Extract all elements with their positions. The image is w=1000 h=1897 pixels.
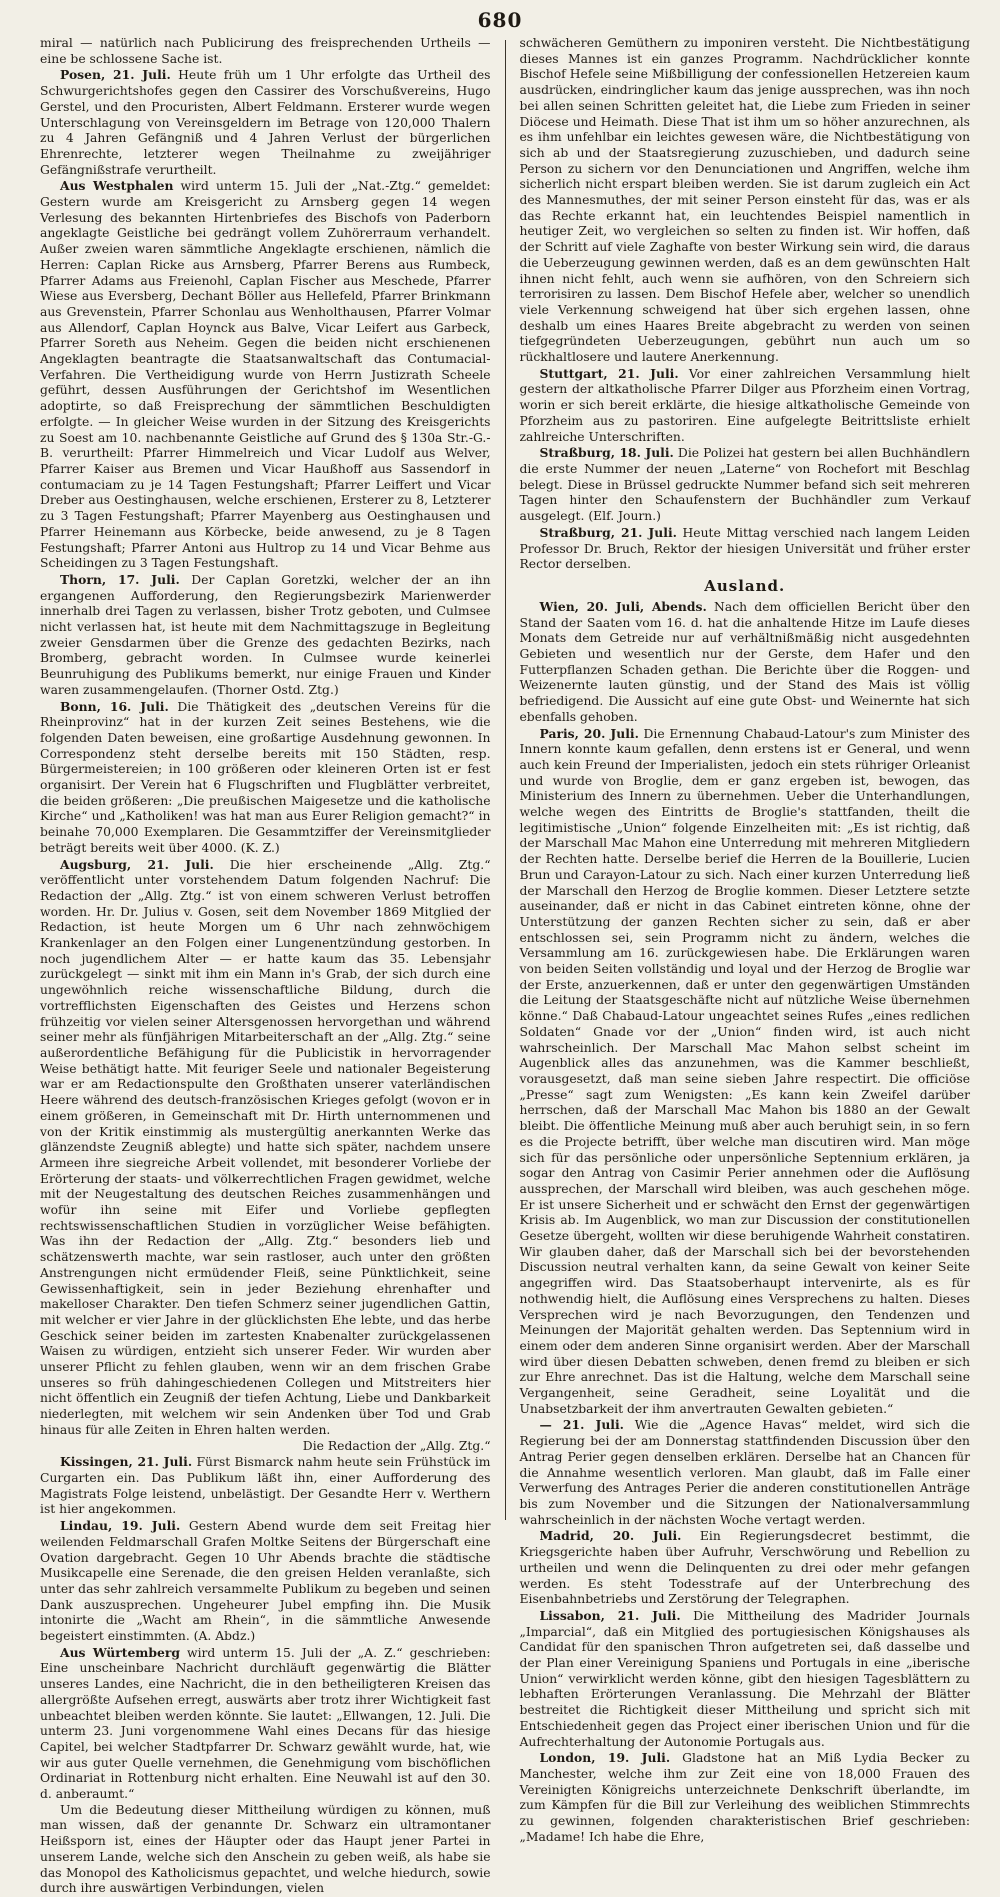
article-paragraph bbox=[40, 1439, 491, 1455]
paragraph-text: Heute Mittag verschied nach langem Leiden Professor Dr. Bruch, Rektor der hiesigen Universität und früher erster Rector derselben. bbox=[519, 525, 971, 572]
column-divider bbox=[505, 40, 506, 1520]
dateline: Thorn, 17. Juli. bbox=[60, 571, 180, 587]
paragraph-text: Gladstone hat an Miß Lydia Becker zu Manchester, welche ihm zur Zeit eine von 18,000 Frauen des Vereinigten Königreichs unterzeichnete Denkschrift überlandte, im zum Kämpfen für die Bill zur Verleihung des weiblichen Stimmrechts zu gewinnen, folgenden charakteristischen Brief geschrieben: „Madame! Ich habe die Ehre, bbox=[519, 1751, 971, 1844]
dateline: Madrid, 20. Juli. bbox=[539, 1528, 682, 1544]
paragraph-text: Die Ernennung Chabaud-Latour's zum Minister des Innern konnte kaum gefallen, denn erstens ist er General, und wenn auch kein Freund der Imperialisten, jedoch ein stets rühriger Orleanist und wurde von Broglie, dem er ganz ergeben ist, bewogen, das Ministerium des Innern zu übernehmen. Ueber die Unterhandlungen, welche wegen des Eintritts de Broglie's stattfanden, theilt die legitimistische „Union“ folgende Einzelheiten mit: „Es ist richtig, daß der Marschall Mac Mahon eine Unterredung mit mehreren Mitgliedern der Rechten hatte. Derselbe berief die Herren de la Bouillerie, Lucien Brun und Carayon-Latour zu sich. Nach einer kurzen Unterredung ließ der Marschall den Herzog de Broglie kommen. Dieser Letztere setzte auseinander, daß er nicht in das Cabinet eintreten könne, ohne der Unterstützung der ganzen Rechten sicher zu sein, daß er aber entschlossen sei, sein Programm nicht zu ändern, welches die Versammlung am 16. zurückgewiesen habe. Die Erklärungen waren von beiden Seiten vollständig und loyal und der Herzog de Broglie war der Erste, anzuerkennen, daß er unter den gegenwärtigen Umständen die Leitung der Staatsgeschäfte nicht auf nützliche Weise übernehmen könne.“ Daß Chabaud-Latour ungeachtet seines Rufes „eines redlichen Soldaten“ Gnade vor der „Union“ finden wird, ist auch nicht wahrscheinlich. Der Marschall Mac Mahon selbst scheint im Augenblick alles das anzunehmen, was die Kammer beschließt, vorausgesetzt, daß man seine sieben Jahre respectirt. Die officiöse „Presse“ sagt zum Wenigsten: „Es kann kein Zweifel darüber herrschen, daß der Marschall Mac Mahon bis 1880 an der Gewalt bleibt. Die öffentliche Meinung muß aber auch beruhigt sein, in so fern es die Projecte betrifft, über welche man discutiren wird. Man möge sich für das persönliche oder unpersönliche Septennium erklären, ja sogar den Antrag von Casimir Perier annehmen oder die Auflösung aussprechen, der Marschall wird bleiben, was auch geschehen möge. Er ist unsere Sicherheit und er schwächt den Ernst der gegenwärtigen Krisis ab. Im Augenblick, wo man zur Discussion der constitutionellen Gesetze übergeht, wollten wir diese beruhigende Wahrheit constatiren. Wir glauben daher, daß der Marschall sich bei der bevorstehenden Discussion neutral verhalten kann, da seine Gewalt von keiner Seite angegriffen wird. Das Staatsoberhaupt intervenirte, als es für nothwendig hielt, die Auflösung eines Versprechens zu halten. Dieses Versprechen wird je nach Bevorzugungen, den Tendenzen und Meinungen der Majorität gehalten werden. Das Septennium wird in einem oder dem anderen Sinne organisirt werden. Aber der Marschall wird über diesen Debatten schweben, denen fremd zu bleiben er sich zur Ehre anrechnet. Das ist die Haltung, welche dem Marschall seine Vergangenheit, seine Geradheit, seine Loyalität und die Unabsetzbarkeit der ihm anvertrauten Gewalten gebieten.“ bbox=[519, 726, 971, 1416]
paragraph-text: Wie die „Agence Havas“ meldet, wird sich die Regierung bei der am Donnerstag stattfindenden Discussion über den Antrag Perier gegen denselben erklären. Derselbe hat an Chancen für die Annahme wesentlich verloren. Man glaubt, daß im Falle einer Verwerfung des Antrages Perier die anderen constitutionellen Anträge bis zum November und die Sitzungen der Nationalversammlung wahrscheinlich in der nächsten Woche vertagt werden. bbox=[519, 1418, 971, 1527]
article-paragraph bbox=[520, 525, 971, 573]
paragraph-text: Gestern Abend wurde dem seit Freitag hier weilenden Feldmarschall Grafen Moltke Seitens der Bürgerschaft eine Ovation dargebracht. Gegen 10 Uhr Abends brachte die städtische Musikcapelle eine Serenade, die den greisen Helden veranlaßte, sich unter das sehr zahlreich versammelte Publikum zu begeben und seinen Dank auszusprechen. Ungeheurer Jubel empfing ihn. Die Musik intonirte die „Wacht am Rhein“, in die sämmtliche Anwesende begeistert einstimmten. (A. Abdz.) bbox=[40, 1519, 491, 1644]
article-paragraph bbox=[40, 1803, 491, 1897]
article-paragraph bbox=[40, 699, 491, 857]
dateline: Kissingen, 21. Juli. bbox=[60, 1454, 193, 1470]
dateline: — 21. Juli. bbox=[539, 1417, 624, 1433]
paragraph-text: Vor einer zahlreichen Versammlung hielt gestern der altkatholische Pfarrer Dilger aus Pforzheim einen Vortrag, worin er sich bereit erklärte, die hiesige altkatholische Gemeinde von Pforzheim aus zu pastoriren. Eine aufgelegte Beitrittsliste erhielt zahlreiche Unterschriften. bbox=[519, 366, 971, 444]
article-paragraph bbox=[40, 1454, 491, 1518]
dateline: Bonn, 16. Juli. bbox=[60, 698, 169, 714]
dateline: Wien, 20. Juli, Abends. bbox=[539, 598, 707, 614]
columns bbox=[40, 36, 971, 1896]
paragraph-text: miral — natürlich nach Publicirung des freisprechenden Urtheils — eine be schlossene Sache ist. bbox=[40, 36, 491, 66]
article-paragraph bbox=[40, 857, 491, 1439]
paragraph-text: Heute früh um 1 Uhr erfolgte das Urtheil des Schwurgerichtshofes gegen den Cassirer des Vorschußvereins, Hugo Gerstel, und den Procuristen, Albert Feldmann. Ersterer wurde wegen Unterschlagung von Vereinsgeldern im Betrage von 120,000 Thalern zu 4 Jahren Gefängniß und 4 Jahren Verlust der bürgerlichen Ehrenrechte, letzterer wegen Theilnahme zu zweijähriger Gefängnißstrafe verurtheilt. bbox=[40, 68, 491, 177]
paragraph-text: wird unterm 15. Juli der „A. Z.“ geschrieben: Eine unscheinbare Nachricht durchläuft gegenwärtig die Blätter unseres Landes, eine Nachricht, die in den betheiligteren Kreisen das allergrößte Aufsehen erregt, auswärts aber trotz ihrer Wichtigkeit fast unbeachtet bleiben werden könnte. Sie lautet: „Ellwangen, 12. Juli. Die unterm 23. Juni vorgenommene Wahl eines Decans für das hiesige Capitel, bei welcher Stadtpfarrer Dr. Schwarz gewählt wurde, hat, wie wir aus guter Quelle vernehmen, die Genehmigung vom bischöflichen Ordinariat in Rottenburg nicht erhalten. Eine Neuwahl ist auf den 30. d. anberaumt.“ bbox=[40, 1645, 491, 1802]
page-number: 680 bbox=[477, 8, 523, 32]
dateline: Straßburg, 18. Juli. bbox=[539, 445, 674, 461]
article-paragraph bbox=[520, 366, 971, 446]
article-paragraph bbox=[40, 67, 491, 178]
dateline: Augsburg, 21. Juli. bbox=[60, 856, 214, 872]
article-paragraph bbox=[520, 1528, 971, 1608]
dateline: Paris, 20. Juli. bbox=[539, 725, 639, 741]
article-paragraph bbox=[520, 1608, 971, 1750]
paragraph-text: wird unterm 15. Juli der „Nat.-Ztg.“ gemeldet: Gestern wurde am Kreisgericht zu Arnsberg gegen 14 wegen Verlesung des bekannten Hirtenbriefes des Bischofs von Paderborn angeklagte Geistliche bei gedrängt vollem Zuhörerraum verhandelt. Außer zweien waren sämmtliche Angeklagte erschienen, nämlich die Herren: Caplan Ricke aus Arnsberg, Pfarrer Berens aus Rumbeck, Pfarrer Adams aus Freienohl, Caplan Fischer aus Meschede, Pfarrer Wiese aus Eversberg, Dechant Böller aus Hellefeld, Pfarrer Brinkmann aus Grevenstein, Pfarrer Schonlau aus Wenholthausen, Pfarrer Volmar aus Allendorf, Caplan Hoynck aus Balve, Vicar Leifert aus Garbeck, Pfarrer Soreth aus Neheim. Gegen die beiden nicht erschienenen Angeklagten beantragte die Staatsanwaltschaft das Contumacial-Verfahren. Die Vertheidigung wurde von Herrn Justizrath Scheele geführt, dessen Ausführungen der Gerichtshof im Wesentlichen adoptirte, so daß Freisprechung der sämmtlichen Beschuldigten erfolgte. — In gleicher Weise wurden in der Sitzung des Kreisgerichts zu Soest am 10. nachbenannte Geistliche auf Grund des § 130a Str.-G.-B. verurtheilt: Pfarrer Himmelreich und Vicar Ludolf aus Welver, Pfarrer Kaiser aus Bremen und Vicar Haußhoff aus Sassendorf in contumaciam zu je 14 Tagen Festungshaft; Pfarrer Leiffert und Vicar Dreber aus Oestinghausen, welche erschienen, Ersterer zu 8, Letzterer zu 3 Tagen Festungshaft; Pfarrer Mayenberg aus Oestinghausen und Pfarrer Heinemann aus Körbecke, beide anwesend, zu je 8 Tagen Festungshaft; Pfarrer Antoni aus Hultrop zu 14 und Vicar Behme aus Scheidingen zu 3 Tagen Festungshaft. bbox=[40, 179, 491, 571]
paragraph-text: Die Polizei hat gestern bei allen Buchhändlern die erste Nummer der neuen „Laterne“ von Rochefort mit Beschlag belegt. Diese in Brüssel gedruckte Nummer befand sich seit mehreren Tagen hinter den Schaufenstern der Buchhändler zum Verkauf ausgelegt. (Elf. Journ.) bbox=[519, 446, 971, 524]
paragraph-text: Die hier erscheinende „Allg. Ztg.“ veröffentlicht unter vorstehendem Datum folgenden Nachruf: Die Redaction der „Allg. Ztg.“ ist von einem schweren Verlust betroffen worden. Hr. Dr. Julius v. Gosen, seit dem November 1869 Mitglied der Redaction, ist heute Morgen um 6 Uhr nach zehnwöchigem Krankenlager an den Folgen einer Lungenentzündung gestorben. In noch jugendlichem Alter — er hatte kaum das 35. Lebensjahr zurückgelegt — sinkt mit ihm ein Mann in's Grab, der sich durch eine ungewöhnlich reiche wissenschaftliche Bildung, durch die vortrefflichsten Eigenschaften des Geistes und Herzens schon frühzeitig vor vielen seiner Altersgenossen hervorgethan und während seiner mehr als fünfjährigen Mitarbeiterschaft an der „Allg. Ztg.“ seine außerordentliche Befähigung für die Publicistik in hervorragender Weise bethätigt hatte. Mit feuriger Seele und nationaler Begeisterung war er am Redactionspulte den Großthaten unserer vaterländischen Heere während des deutsch-französischen Krieges gefolgt (wovon er in einem größeren, in Gemeinschaft mit Dr. Hirth unternommenen und von der Kritik einstimmig als mustergültig anerkannten Werke das glänzendste Zeugniß ablegte) und hatte sich später, nachdem unsere Armeen ihre siegreiche Arbeit vollendet, mit besonderer Vorliebe der Erörterung der staats- und völkerrechtlichen Fragen gewidmet, welche mit der Neugestaltung des deutschen Reiches zusammenhängen und wofür ihn seine mit Eifer und Vorliebe gepflegten rechtswissenschaftlichen Studien in vorzüglicher Weise befähigten. Was ihn der Redaction der „Allg. Ztg.“ besonders lieb und schätzenswerth machte, war sein rastloser, auch unter den größten Anstrengungen nicht ermüdender Fleiß, seine Pünktlichkeit, seine Gewissenhaftigkeit, sein in jeder Beziehung ehrenhafter und makelloser Charakter. Den tiefen Schmerz seiner jugendlichen Gattin, mit welcher er vier Jahre in der glücklichsten Ehe lebte, und das herbe Geschick seiner beiden im zartesten Knabenalter zurückgelassenen Waisen zu würdigen, entzieht sich unserer Feder. Wir wurden aber unserer Pflicht zu fehlen glauben, wenn wir an dem frischen Grabe unseres so früh dahingeschiedenen Collegen und Mitstreiters hier nicht öffentlich ein Zeugniß der tiefen Achtung, Liebe und Dankbarkeit niederlegten, mit welchem wir sein Andenken über Tod und Grab hinaus für alle Zeiten in Ehren halten werden. bbox=[40, 857, 491, 1437]
dateline: Stuttgart, 21. Juli. bbox=[539, 365, 679, 381]
article-paragraph bbox=[40, 1645, 491, 1803]
paragraph-text: Der Caplan Goretzki, welcher der an ihn ergangenen Aufforderung, den Regierungsbezirk Marienwerder innerhalb drei Tagen zu verlassen, bisher Trotz geboten, und Culmsee nicht verlassen hat, ist heute mit dem Nachmittagszuge in Begleitung zweier Gensdarmen über die Grenze des gedachten Bezirks, nach Bromberg, gebracht worden. In Culmsee wurde keinerlei Beunruhigung des Publikums bemerkt, nur einige Frauen und Kinder waren zusammengelaufen. (Thorner Ostd. Ztg.) bbox=[40, 572, 491, 697]
paragraph-text: Um die Bedeutung dieser Mittheilung würdigen zu können, muß man wissen, daß der genannte Dr. Schwarz ein ultramontaner Heißsporn ist, eines der Häupter oder das Haupt jener Partei in unserem Lande, welche sich den Anschein zu geben weiß, als habe sie das Monopol des Katholicismus gepachtet, und welche hiedurch, sowie durch ihre auswärtigen Verbindungen, vielen bbox=[40, 1802, 491, 1896]
article-paragraph bbox=[40, 572, 491, 699]
dateline: Aus Westphalen bbox=[60, 178, 174, 194]
article-paragraph bbox=[520, 726, 971, 1418]
dateline: Posen, 21. Juli. bbox=[60, 67, 171, 83]
article-paragraph bbox=[520, 1750, 971, 1845]
dateline: Aus Würtemberg bbox=[60, 1644, 180, 1660]
paragraph-text: Die Redaction der „Allg. Ztg.“ bbox=[302, 1438, 491, 1453]
dateline: Straßburg, 21. Juli. bbox=[539, 524, 677, 540]
article-paragraph bbox=[520, 445, 971, 525]
article-paragraph bbox=[520, 1417, 971, 1528]
article-paragraph bbox=[40, 178, 491, 572]
right-column bbox=[519, 36, 971, 1844]
inland-news-continued bbox=[520, 36, 971, 573]
paragraph-text: Fürst Bismarck nahm heute sein Frühstück im Curgarten ein. Das Publikum läßt ihn, einer Aufforderung des Magistrats Folge leistend, unbelästigt. Der Gesandte Herr v. Werthern ist hier angekommen. bbox=[40, 1455, 491, 1517]
dateline: Lindau, 19. Juli. bbox=[60, 1518, 181, 1534]
paragraph-text: schwächeren Gemüthern zu imponiren versteht. Die Nichtbestätigung dieses Mannes ist ein ganzes Programm. Nachdrücklicher konnte Bischof Hefele seine Mißbilligung der confessionellen Hetzereien kaum ausdrücken, eindringlicher kaum das jenige aussprechen, was ihn noch bei allen seinen Schritten geleitet hat, die Liebe zum Frieden in seiner Diöcese und Heimath. Diese That ist ihm um so höher anzurechnen, als es ihm unfehlbar ein leichtes gewesen wäre, die Nichtbestätigung von sich ab und der Staatsregierung zuzuschieben, und dadurch seine Person zu sichern vor den Denunciationen und Angriffen, welche ihm sicherlich nicht erspart bleiben werden. Sie ist darum zugleich ein Act des Mannesmuthes, der mit seiner Person einsteht für das, was er als das Rechte erkannt hat, ein leuchtendes Beispiel namentlich in heutiger Zeit, wo vergleichen so selten zu finden ist. Wir hoffen, daß der Schritt auf viele Zaghafte von bester Wirkung sein wird, die daraus die Ueberzeugung gewinnen werden, daß es an dem gewünschten Halt ihnen nicht fehlt, auch wenn sie aufhören, von den Schreiern sich terrorisiren zu lassen. Dem Bischof Hefele aber, welcher so unendlich viele Verkennung schweigend hat über sich ergehen lassen, ohne deshalb um eines Haares Breite abgebracht zu werden von seinen tiefgegründeten Ueberzeugungen, gebührt nun auch um so rückhaltlosere und lautere Anerkennung. bbox=[519, 36, 971, 365]
dateline: Lissabon, 21. Juli. bbox=[539, 1607, 681, 1623]
article-paragraph bbox=[40, 36, 491, 67]
paragraph-text: Nach dem officiellen Bericht über den Stand der Saaten vom 16. d. hat die anhaltende Hitze im Laufe dieses Monats dem Getreide nur auf verhältnißmäßig nicht ausgedehnten Gebieten und wesentlich nur der Gerste, dem Hafer und den Futterpflanzen Schaden gethan. Die Berichte über die Roggen- und Weizenernte lauten günstig, und der Stand des Mais ist völlig befriedigend. Die Aussicht auf eine gute Obst- und Weinernte hat sich ebenfalls gehoben. bbox=[519, 599, 971, 724]
paragraph-text: Die Thätigkeit des „deutschen Vereins für die Rheinprovinz“ hat in der kurzen Zeit seines Bestehens, wie die folgenden Daten beweisen, eine großartige Ausdehnung gewonnen. In Correspondenz steht derselbe bereits mit 150 Städten, resp. Bürgermeistereien; in 100 größeren oder kleineren Orten ist er fest organisirt. Der Verein hat 6 Flugschriften und Flugblätter verbreitet, die beiden größeren: „Die preußischen Maigesetze und die katholische Kirche“ und „Katholiken! was hat man aus Eurer Religion gemacht?“ in beinahe 70,000 Exemplaren. Die Gesammtziffer der Vereinsmitglieder beträgt bereits weit über 4000. (K. Z.) bbox=[40, 699, 491, 855]
paragraph-text: Die Mittheilung des Madrider Journals „Imparcial“, daß ein Mitglied des portugiesischen Königshauses als Candidat für den spanischen Thron aufgetreten sei, daß dasselbe und der Plan einer Vereinigung Spaniens und Portugals in eine „iberische Union“ verwirklicht werden könne, gibt den hiesigen Tagesblättern zu lebhaften Erörterungen Veranlassung. Die Mehrzahl der Blätter bestreitet die Richtigkeit dieser Mittheilung und spricht sich mit Entschiedenheit gegen das Project einer iberischen Union und für die Aufrechterhaltung der Autonomie Portugals aus. bbox=[519, 1608, 971, 1749]
dateline: London, 19. Juli. bbox=[539, 1750, 671, 1766]
section-heading-ausland: Ausland. bbox=[704, 576, 786, 595]
paragraph-text: Ein Regierungsdecret bestimmt, die Kriegsgerichte haben über Aufruhr, Verschwörung und Rebellion zu urtheilen und wenn die Delinquenten zu drei oder mehr gefangen werden. Es steht Todesstrafe auf der Unterbrechung des Eisenbahnbetriebs und Zerstörung der Telegraphen. bbox=[519, 1529, 971, 1607]
article-paragraph bbox=[40, 1518, 491, 1645]
article-paragraph bbox=[520, 599, 971, 726]
article-paragraph bbox=[520, 36, 971, 366]
left-column bbox=[40, 36, 491, 1896]
foreign-news bbox=[520, 599, 971, 1846]
